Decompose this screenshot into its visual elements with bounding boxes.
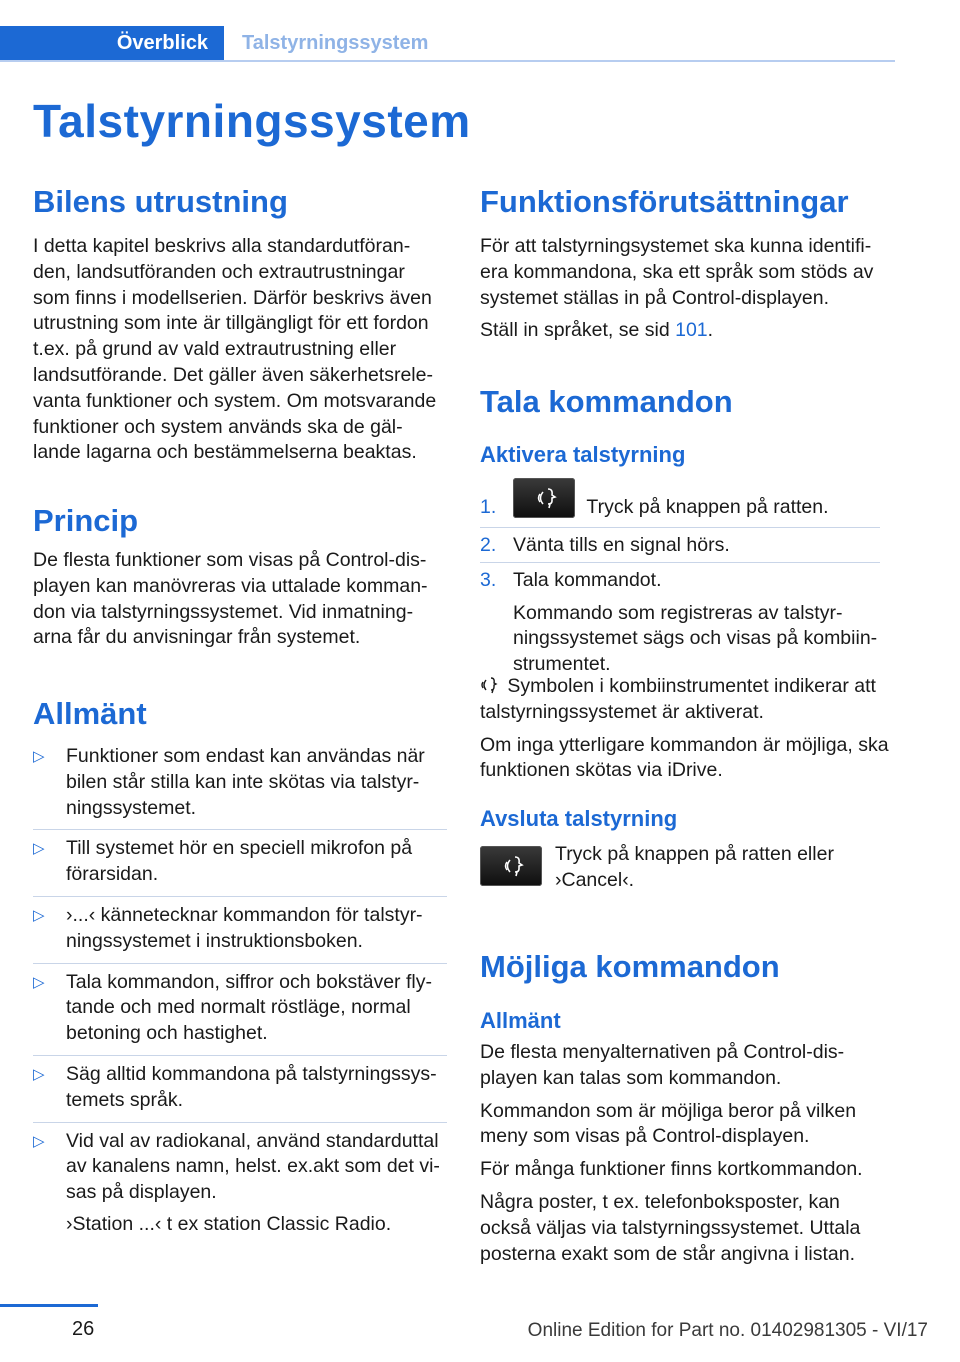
- paragraph-end: Tryck på knappen på ratten eller ›Cancel‹.: [555, 843, 834, 891]
- general-bullet-list: [33, 744, 447, 1238]
- tab-bar: [0, 26, 895, 62]
- tab-divider: [0, 60, 895, 62]
- paragraph-symbol: Symbolen i kombiinstrumentet indikerar att talstyrningssystemet är aktiverat. Om inga ytterligare kommandon är möjliga, ska funktionen skötas via iDrive.: [480, 675, 889, 782]
- triangle-bullet-icon: ▷: [33, 748, 45, 765]
- list-item: ▷ Funktioner som endast kan användas när bilen står stilla kan inte skötas via talstyr‐ ningssystemet.: [33, 745, 425, 819]
- paragraph-vehicle-equipment: I detta kapitel beskrivs alla standardutföran‐ den, landsutföranden och extrautrustningar som finns i modellserien. Därför beskrivs även utrustning som inte är tillgängligt för ett fordon t.ex. på grund av vald extrautrustning eller landsutförande. Det gäller även säkerhetsrele‐ vanta funktioner och system. Om motsvarande funktioner och system används ska de gäl‐ lande lagarna och bestämmelserna beaktas.: [33, 235, 437, 464]
- heading-possible-commands: Möjliga kommandon: [480, 949, 780, 984]
- triangle-bullet-icon: ▷: [33, 906, 45, 924]
- tab-overview[interactable]: Överblick: [0, 26, 224, 60]
- paragraph-principle: De flesta funktioner som visas på Control-dis‐ playen kan manövreras via uttalade komman‐ don via talstyrningssystemet. Vid inmatning‐ arna får du anvisningar från systemet.: [33, 549, 428, 649]
- triangle-bullet-icon: ▷: [33, 973, 45, 991]
- list-divider: [480, 527, 880, 528]
- list-divider: [33, 1055, 447, 1056]
- step-3-detail: Kommando som registreras av talstyr‐ ningssystemet sägs och visas på kombiin‐ strumentet.: [513, 601, 878, 676]
- list-divider: [33, 1122, 447, 1123]
- subheading-general: Allmänt: [480, 1008, 561, 1033]
- triangle-bullet-icon: ▷: [33, 1132, 45, 1150]
- triangle-bullet-icon: ▷: [33, 840, 45, 858]
- voice-command-button-icon: [513, 478, 575, 518]
- paragraph-possible-commands: De flesta menyalternativen på Control-dis‐ playen kan talas som kommandon. Kommandon som är möjliga beror på vilken meny som visas på Control-displayen. För många funktioner finns kortkommandon. Några poster, t ex. telefonboksposter, kan också väljas via talstyrningssystemet. Uttala posterna exakt som de står angivna i listan.: [480, 1041, 863, 1265]
- list-divider: [480, 562, 880, 563]
- triangle-bullet-icon: ▷: [33, 1065, 45, 1083]
- footer-rule: [0, 1304, 98, 1307]
- heading-requirements: Funktionsförutsättningar: [480, 184, 849, 219]
- heading-principle: Princip: [33, 503, 139, 538]
- voice-command-button-icon: [480, 846, 542, 886]
- page-title: Talstyrningssystem: [33, 95, 471, 147]
- step-1: 1. Tryck på knappen på ratten.: [480, 477, 894, 517]
- list-item: ▷ Till systemet hör en speciell mikrofon på förarsidan.: [33, 837, 413, 886]
- tab-voice-control[interactable]: Talstyrningssystem: [242, 31, 429, 54]
- page-number: 26: [72, 1318, 95, 1340]
- step-3: 3. Tala kommandot. Kommando som registreras av talstyr‐ ningssystemet sägs och visas på kombiin‐ strumentet.: [480, 568, 894, 678]
- subheading-end: Avsluta talstyrning: [480, 806, 678, 831]
- voice-command-symbol-icon: [480, 676, 502, 694]
- page-reference-link[interactable]: 101: [675, 319, 708, 342]
- step-2: 2. Vänta tills en signal hörs.: [480, 534, 730, 556]
- list-divider: [33, 963, 447, 964]
- list-item: ▷ Vid val av radiokanal, använd standarduttal av kanalens namn, helst. ex.akt som det vi‐ sas på displayen. ›Station ...‹ t ex station Classic Radio.: [33, 1129, 447, 1238]
- edition-note: Online Edition for Part no. 01402981305 - VI/17: [527, 1320, 928, 1341]
- bullet-example: ›Station ...‹ t ex station Classic Radio.: [66, 1212, 392, 1235]
- list-item: ▷ Säg alltid kommandona på talstyrningssys‐ temets språk.: [33, 1062, 437, 1111]
- list-divider: [33, 829, 447, 830]
- activation-steps: [480, 477, 894, 678]
- subheading-activate: Aktivera talstyrning: [480, 442, 686, 467]
- heading-vehicle-equipment: Bilens utrustning: [33, 184, 288, 219]
- list-item: ▷ Tala kommandon, siffror och bokstäver fly‐ tande och med normalt röstläge, normal betoning och hastighet.: [33, 970, 432, 1045]
- heading-speak-commands: Tala kommandon: [480, 384, 733, 419]
- list-item: ▷ ›...‹ kännetecknar kommandon för talstyr‐ ningssystemet i instruktionsboken.: [33, 903, 423, 952]
- heading-general: Allmänt: [33, 696, 147, 731]
- list-divider: [33, 896, 447, 897]
- paragraph-requirements: För att talstyrningsystemet ska kunna identifi‐ era kommandona, ska ett språk som stöds av systemet ställas in på Control-displayen. Ställ in språket, se sid 101.: [480, 235, 874, 342]
